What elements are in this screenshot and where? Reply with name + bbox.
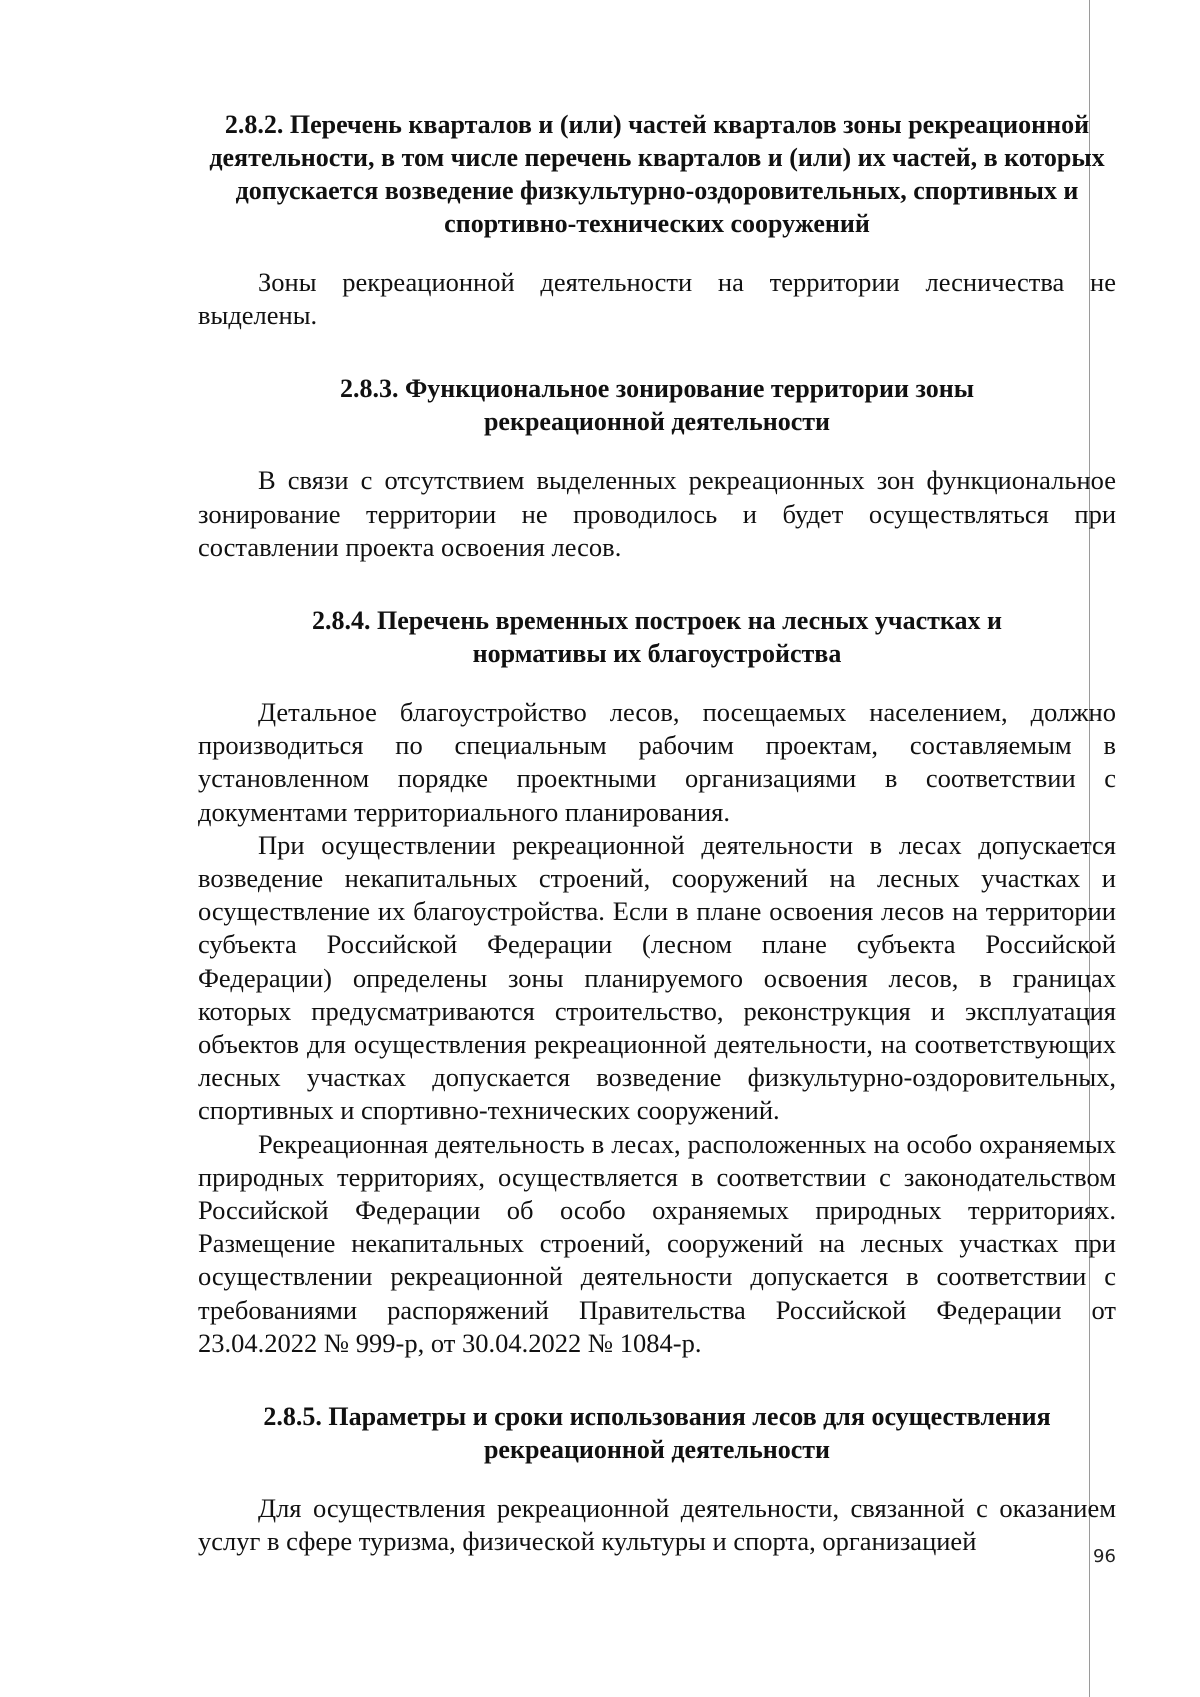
- section-2-8-4: [198, 604, 1116, 1360]
- page-number: 96: [1093, 1546, 1116, 1567]
- section-heading: 2.8.2. Перечень кварталов и (или) частей кварталов зоны рекреационной деятельности, в том числе перечень кварталов и (или) их частей, в которых допускается возведение физкультурно-оздоровительных, спортивных и спортивно-технических сооружений: [209, 110, 1105, 238]
- section-heading: 2.8.5. Параметры и сроки использования лесов для осуществления рекреационной деятельности: [263, 1402, 1051, 1465]
- section-paragraph: Рекреационная деятельность в лесах, расположенных на особо охраняемых природных территориях, осуществляется в соответствии с законодательством Российской Федерации об особо охраняемых природных территориях. Размещение некапитальных строений, сооружений на лесных участках при осуществлении рекреационной деятельности допускается в соответствии с требованиями распоряжений Правительства Российской Федерации от 23.04.2022 № 999-р, от 30.04.2022 № 1084-р.: [198, 1128, 1116, 1358]
- section-2-8-2: [198, 108, 1116, 332]
- section-paragraph: В связи с отсутствием выделенных рекреационных зон функциональное зонирование территории не проводилось и будет осуществляться при составлении проекта освоения лесов.: [198, 465, 1116, 562]
- section-paragraph: Для осуществления рекреационной деятельности, связанной с оказанием услуг в сфере туризма, физической культуры и спорта, организацией: [198, 1493, 1116, 1557]
- section-paragraph: Детальное благоустройство лесов, посещаемых населением, должно производиться по специальным рабочим проектам, составляемым в установленном порядке проектными организациями в соответствии с документами территориального планирования.: [198, 697, 1116, 827]
- section-paragraph: Зоны рекреационной деятельности на территории лесничества не выделены.: [198, 267, 1116, 331]
- section-2-8-3: [198, 372, 1116, 564]
- section-heading: 2.8.4. Перечень временных построек на лесных участках и нормативы их благоустройства: [312, 606, 1002, 669]
- section-paragraph: При осуществлении рекреационной деятельности в лесах допускается возведение некапитальных строений, сооружений на лесных участках и осуществление их благоустройства. Если в плане освоения лесов на территории субъекта Российской Федерации (лесном плане субъекта Российской Федерации) определены зоны планируемого освоения лесов, в границах которых предусматриваются строительство, реконструкция и эксплуатация объектов для осуществления рекреационной деятельности, на соответствующих лесных участках допускается возведение физкультурно-оздоровительных, спортивных и спортивно-технических сооружений.: [198, 829, 1116, 1126]
- document-body: [198, 108, 1116, 1558]
- section-heading: 2.8.3. Функциональное зонирование территории зоны рекреационной деятельности: [339, 374, 975, 437]
- section-2-8-5: [198, 1400, 1116, 1558]
